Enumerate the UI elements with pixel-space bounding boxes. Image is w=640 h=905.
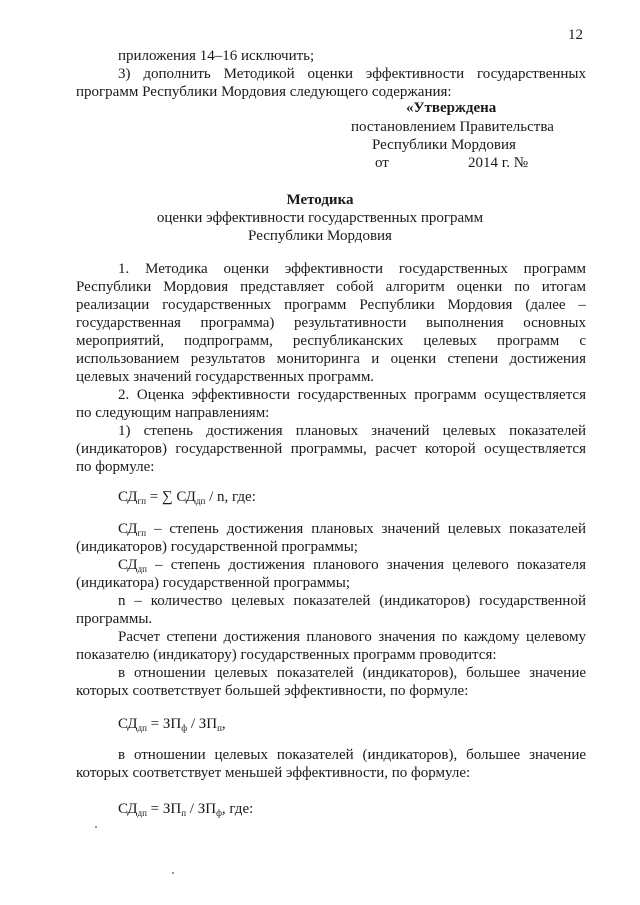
text-line: государственная программа) результативности выполнения основных [76,315,586,331]
scan-speck [95,826,97,828]
formula-subscript: дп [137,808,147,818]
text-line: (индикаторов) государственной программы, расчет которой осуществляется [76,441,586,457]
formula-2 [118,715,226,733]
text-line: которых соответствует меньшей эффективности, по формуле: [76,765,471,781]
formula-subscript: дп [137,723,147,733]
document-heading: Методика [286,192,354,208]
paragraph-3 [76,422,586,476]
text-line: Республики Мордовия представляет собой алгоритм оценки по итогам [76,279,586,295]
approval-date: 2014 г. № [468,155,529,171]
formula-subscript: ф [181,723,188,733]
page-number: 12 [568,27,583,43]
text-line: n – количество целевых показателей (индикаторов) государственной [118,593,586,609]
approval-from: от [375,155,389,171]
formula-term: СД [118,489,138,505]
text-line: реализации государственных программ Республики Мордовия (далее – [76,297,586,313]
formula-term: ∑ СД [161,489,196,505]
formula-subscript: гп [137,496,147,506]
text-line: Расчет степени достижения планового значения по каждому целевому [118,629,586,645]
text-line: по формуле: [76,459,155,475]
formula-1 [118,488,256,506]
document-subheading: Республики Мордовия [248,228,392,244]
formula-term: / n, где: [205,489,256,505]
paragraph-4 [76,628,586,664]
text-line: – степень достижения плановых значений целевых показателей [146,521,586,537]
formula-3 [118,800,253,818]
formula-subscript: дп [137,564,147,574]
text-line: приложения 14–16 исключить; [118,48,315,64]
text-line: целевых значений государственных программ. [76,369,375,385]
paragraph-2 [76,386,586,422]
formula-operator: = [146,489,162,505]
text-line: 2. Оценка эффективности государственных программ осуществляется [118,387,586,403]
formula-term: СД [118,716,138,732]
approval-line: постановлением Правительства [351,119,554,135]
text-line: (индикаторов) государственной программы; [76,539,358,555]
document-subheading: оценки эффективности государственных программ [156,210,484,226]
definition-3 [76,592,586,628]
formula-subscript: п [217,723,222,733]
formula-term: , [221,716,226,732]
paragraph-item-3 [76,65,586,101]
text-line: в отношении целевых показателей (индикаторов), большее значение [118,665,586,681]
formula-subscript: гп [137,528,147,538]
formula-term: = ЗП [146,801,182,817]
definition-2 [76,556,586,592]
text-line: по следующим направлениям: [76,405,270,421]
text-line: программы. [76,611,153,627]
formula-subscript: п [181,808,187,818]
text-line: показателю (индикатору) государственных программ проводится: [76,647,497,663]
paragraph-6 [76,746,586,782]
paragraph-1 [76,260,586,386]
text-line: которых соответствует большей эффективности, по формуле: [76,683,469,699]
formula-term: / ЗП [187,716,218,732]
formula-subscript: ф [216,808,222,818]
text-line: 1) степень достижения плановых значений целевых показателей [118,423,586,439]
text-line: в отношении целевых показателей (индикаторов), большее значение [118,747,586,763]
text-line: – степень достижения планового значения целевого показателя [146,557,586,573]
formula-term: / ЗП [186,801,217,817]
formula-term: , где: [221,801,254,817]
formula-term: СД [118,521,138,537]
scan-speck [172,872,174,874]
definition-1 [76,520,586,556]
formula-term: СД [118,557,138,573]
text-line: 3) дополнить Методикой оценки эффективности государственных [118,66,586,82]
text-line: программ Республики Мордовия следующего содержания: [76,84,452,100]
approval-line: Республики Мордовия [372,137,516,153]
formula-term: СД [118,801,138,817]
approval-title: «Утверждена [406,100,497,116]
formula-subscript: дп [195,496,206,506]
text-line: (индикатора) государственной программы; [76,575,351,591]
paragraph-5 [76,664,586,700]
text-line: использованием результатов мониторинга и оценки степени достижения [76,351,586,367]
text-line: мероприятий, подпрограмм, республиканских целевых программ с [76,333,586,349]
text-line: 1. Методика оценки эффективности государственных программ [118,261,586,277]
formula-term: = ЗП [146,716,182,732]
